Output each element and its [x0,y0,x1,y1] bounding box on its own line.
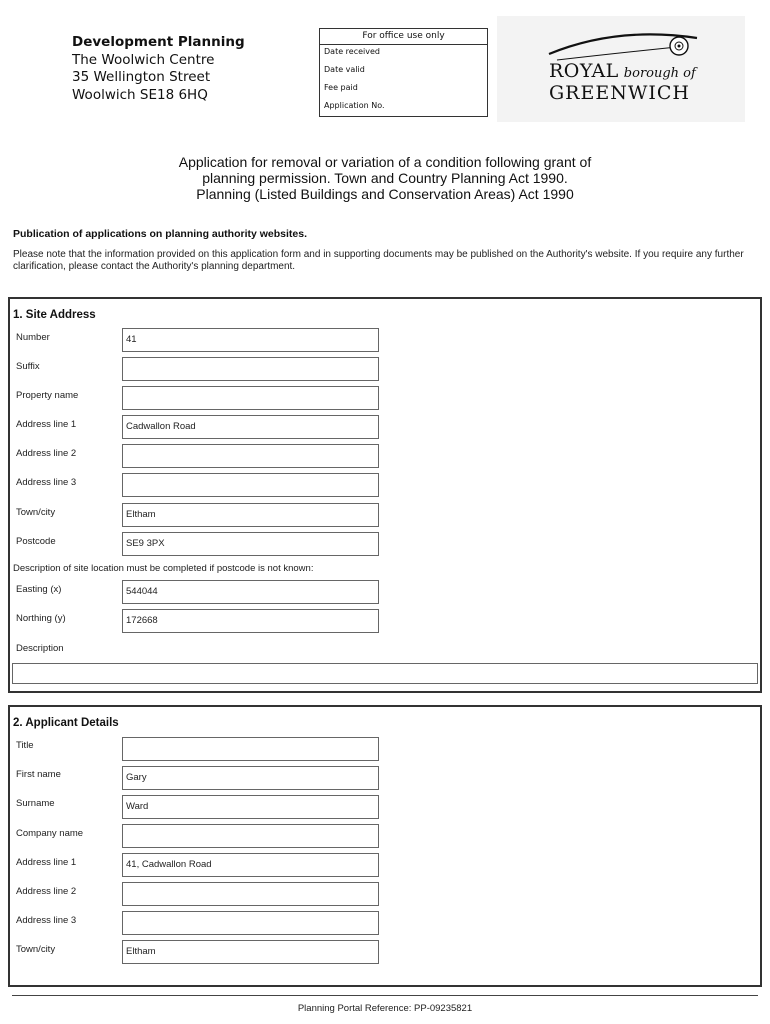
first-name-input[interactable]: Gary [122,766,379,790]
office-row-application-no: Application No. [324,101,385,110]
site-address-line2-input[interactable] [122,444,379,468]
property-name-input[interactable] [122,386,379,410]
office-row-fee-paid: Fee paid [324,83,358,92]
footer-divider [12,995,758,996]
applicant-town-input[interactable]: Eltham [122,940,379,964]
publication-text: Please note that the information provided on this application form and in supporting documents may be published on the Authority's website. If you require any further clarification, please contact the Authority's planning department. [13,249,744,272]
suffix-input[interactable] [122,357,379,381]
site-address-line2-label: Address line 2 [16,448,77,459]
logo-royal: ROYAL [549,60,619,82]
office-row-date-valid: Date valid [324,65,365,74]
applicant-address-line3-label: Address line 3 [16,915,77,926]
surname-input[interactable]: Ward [122,795,379,819]
logo-greenwich: GREENWICH [549,82,690,104]
title-line: Planning (Listed Buildings and Conservation Areas) Act 1990 [196,186,574,202]
office-row-date-received: Date received [324,47,380,56]
site-address-line1-label: Address line 1 [16,419,77,430]
description-input[interactable] [12,663,758,684]
royal-greenwich-logo [497,16,745,122]
site-town-label: Town/city [16,507,56,518]
company-name-input[interactable] [122,824,379,848]
postcode-input[interactable]: SE9 3PX [122,532,379,556]
logo-borough-of: borough of [623,66,696,81]
applicant-address-line2-input[interactable] [122,882,379,906]
org-title: Development Planning [72,34,245,50]
address-line: 35 Wellington Street [72,69,211,85]
address-line: The Woolwich Centre [72,51,215,68]
applicant-address-line3-input[interactable] [122,911,379,935]
first-name-label: First name [16,769,61,780]
publication-heading: Publication of applications on planning authority websites. [13,228,308,240]
applicant-address-line2-label: Address line 2 [16,886,77,897]
site-address-line1-input[interactable]: Cadwallon Road [122,415,379,439]
applicant-address-line1-input[interactable]: 41, Cadwallon Road [122,853,379,877]
title-line: planning permission. Town and Country Planning Act 1990. [202,170,568,186]
title-input[interactable] [122,737,379,761]
site-town-input[interactable]: Eltham [122,503,379,527]
easting-input[interactable]: 544044 [122,580,379,604]
easting-label: Easting (x) [16,584,62,595]
title-line: Application for removal or variation of a condition following grant of [178,154,592,170]
applicant-town-label: Town/city [16,944,56,955]
property-name-label: Property name [16,390,79,401]
company-name-label: Company name [16,828,84,839]
header-address [72,34,245,104]
number-input[interactable]: 41 [122,328,379,352]
northing-input[interactable]: 172668 [122,609,379,633]
description-label: Description [16,643,64,654]
site-address-line3-label: Address line 3 [16,477,77,488]
portal-reference: Planning Portal Reference: PP-09235821 [297,1003,473,1014]
site-address-line3-input[interactable] [122,473,379,497]
office-use-heading: For office use only [320,29,487,45]
office-use-box [319,28,488,117]
form-title [0,154,770,202]
applicant-address-line1-label: Address line 1 [16,857,77,868]
surname-label: Surname [16,798,55,809]
number-label: Number [16,332,50,343]
title-label: Title [16,740,34,751]
applicant-heading: 2. Applicant Details [13,717,119,729]
site-address-heading: 1. Site Address [13,309,96,321]
northing-label: Northing (y) [16,613,66,624]
location-note: Description of site location must be completed if postcode is not known: [13,563,314,574]
postcode-label: Postcode [16,536,56,547]
suffix-label: Suffix [16,361,40,372]
address-line: Woolwich SE18 6HQ [72,86,208,103]
